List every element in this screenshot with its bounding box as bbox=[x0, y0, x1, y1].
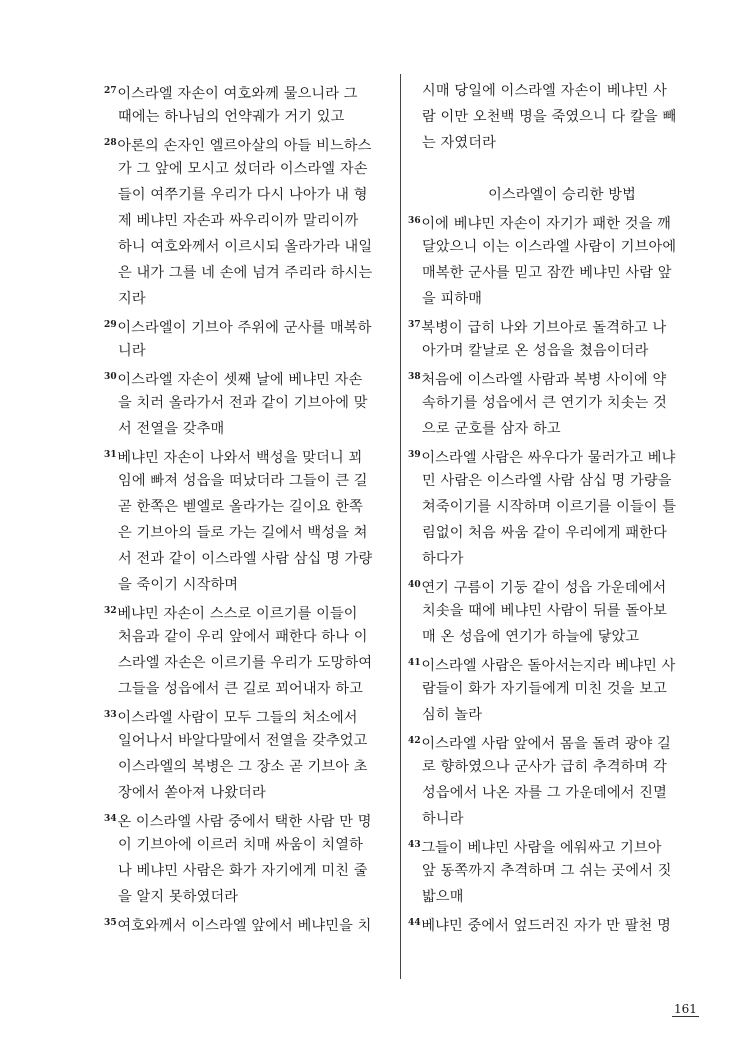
verse-number: 38 bbox=[408, 372, 421, 382]
text-line: 앞 동쪽까지 추격하며 그 쉬는 곳에서 짓 bbox=[422, 863, 672, 879]
text-line: 때에는 하나님의 언약궤가 거기 있고 bbox=[118, 109, 345, 125]
text-line: 을 죽이기 시작하며 bbox=[118, 577, 239, 593]
verse-start-line bbox=[104, 442, 392, 468]
verse-text: 그들이 베냐민 사람을 에워싸고 기브아 bbox=[421, 840, 662, 856]
verse-number: 37 bbox=[408, 320, 421, 330]
verse-text: 이스라엘 자손이 여호와께 물으니라 그 bbox=[117, 86, 358, 102]
verse-start-line bbox=[408, 364, 696, 390]
verse-number: 44 bbox=[408, 918, 421, 928]
verse-text: 이에 베냐민 자손이 자기가 패한 것을 깨 bbox=[421, 216, 671, 232]
text-line: 나 베냐민 사람은 화가 자기에게 미친 줄 bbox=[118, 863, 368, 879]
text-line: 치솟을 때에 베냐민 사람이 뒤를 돌아보 bbox=[422, 603, 667, 619]
text-line: 을 치러 올라가서 전과 같이 기브아에 맞 bbox=[118, 395, 368, 411]
verse-text: 여호와께서 이스라엘 앞에서 베냐민을 치 bbox=[117, 918, 372, 934]
text-line: 성읍에서 나온 자를 그 가운데에서 진멸 bbox=[422, 785, 667, 801]
verse-start-line bbox=[408, 312, 696, 338]
text-line: 시매 당일에 이스라엘 자손이 베냐민 사 bbox=[422, 83, 667, 99]
verse-text: 이스라엘 자손이 셋째 날에 베냐민 자손 bbox=[117, 372, 363, 388]
text-line: 지라 bbox=[118, 291, 146, 307]
text-line: 장에서 쏟아져 나왔더라 bbox=[118, 785, 266, 801]
text-line: 제 베냐민 자손과 싸우리이까 말리이까 bbox=[118, 213, 359, 229]
verse-start-line bbox=[104, 130, 392, 156]
verse-number: 40 bbox=[408, 580, 421, 590]
verse-text: 베냐민 중에서 엎드러진 자가 만 팔천 명 bbox=[421, 918, 671, 934]
text-line: 곧 한쪽은 벧엘로 올라가는 길이요 한쪽 bbox=[118, 499, 363, 515]
verse-text: 연기 구름이 기둥 같이 성읍 가운데에서 bbox=[421, 580, 667, 596]
verse-start-line bbox=[104, 702, 392, 728]
text-line: 이스라엘의 복병은 그 장소 곧 기브아 초 bbox=[118, 759, 368, 775]
verse-text: 온 이스라엘 사람 중에서 택한 사람 만 명 bbox=[117, 814, 372, 830]
verse-number: 30 bbox=[104, 372, 117, 382]
blank-line bbox=[408, 156, 696, 182]
text-line: 매복한 군사를 믿고 잠깐 베냐민 사람 앞 bbox=[422, 265, 672, 281]
text-line: 니라 bbox=[118, 343, 146, 359]
verse-number: 27 bbox=[104, 86, 117, 96]
text-line: 람 이만 오천백 명을 죽였으니 다 칼을 빼 bbox=[422, 109, 677, 125]
verse-start-line bbox=[408, 650, 696, 676]
verse-text: 베냐민 자손이 스스로 이르기를 이들이 bbox=[117, 606, 358, 622]
text-line: 서 전과 같이 이스라엘 사람 삼십 명 가량 bbox=[118, 551, 373, 567]
verse-start-line bbox=[104, 312, 392, 338]
text-line: 은 내가 그를 네 손에 넘겨 주리라 하시는 bbox=[118, 265, 373, 281]
text-line: 는 자였더라 bbox=[422, 135, 496, 151]
verse-start-line bbox=[408, 910, 696, 936]
text-line: 을 피하매 bbox=[422, 291, 483, 307]
verse-number: 43 bbox=[408, 840, 421, 850]
verse-text: 이스라엘 사람은 돌아서는지라 베냐민 사 bbox=[421, 658, 676, 674]
verse-text: 처음에 이스라엘 사람과 복병 사이에 약 bbox=[421, 372, 667, 388]
text-line: 쳐죽이기를 시작하며 이르기를 이들이 틀 bbox=[422, 499, 677, 515]
text-line: 람들이 화가 자기들에게 미친 것을 보고 bbox=[422, 681, 667, 697]
text-line: 매 온 성읍에 연기가 하늘에 닿았고 bbox=[422, 629, 640, 645]
text-line: 심히 놀라 bbox=[422, 707, 483, 723]
verse-number: 41 bbox=[408, 658, 421, 668]
verse-number: 29 bbox=[104, 320, 117, 330]
verse-number: 34 bbox=[104, 814, 117, 824]
verse-number: 31 bbox=[104, 450, 117, 460]
verse-start-line bbox=[104, 806, 392, 832]
verse-start-line bbox=[104, 910, 392, 936]
text-line: 하니 여호와께서 이르시되 올라가라 내일 bbox=[118, 239, 373, 255]
text-line: 일어나서 바알다말에서 전열을 갖추었고 bbox=[118, 733, 368, 749]
text-line: 가 그 앞에 모시고 섰더라 이스라엘 자손 bbox=[118, 161, 368, 177]
verse-number: 28 bbox=[104, 138, 117, 148]
text-line: 임에 빠져 성읍을 떠났더라 그들이 큰 길 bbox=[118, 473, 368, 489]
verse-text: 아론의 손자인 엘르아살의 아들 비느하스 bbox=[117, 138, 372, 154]
verse-text: 이스라엘 사람이 모두 그들의 처소에서 bbox=[117, 710, 358, 726]
left-column bbox=[104, 78, 392, 936]
text-line: 하다가 bbox=[422, 551, 464, 567]
text-line: 달았으니 이는 이스라엘 사람이 기브아에 bbox=[422, 239, 677, 255]
section-heading: 이스라엘이 승리한 방법 bbox=[488, 187, 636, 203]
text-line: 로 향하였으나 군사가 급히 추격하며 각 bbox=[422, 759, 667, 775]
text-line: 은 기브아의 들로 가는 길에서 백성을 쳐 bbox=[118, 525, 368, 541]
verse-number: 39 bbox=[408, 450, 421, 460]
text-line: 밟으매 bbox=[422, 889, 464, 905]
verse-start-line bbox=[408, 572, 696, 598]
text-line: 림없이 처음 싸움 같이 우리에게 패한다 bbox=[422, 525, 667, 541]
verse-text: 이스라엘 사람은 싸우다가 물러가고 베냐 bbox=[421, 450, 676, 466]
verse-start-line bbox=[104, 598, 392, 624]
text-line: 으로 군호를 삼자 하고 bbox=[422, 421, 561, 437]
right-column bbox=[408, 78, 696, 936]
verse-text: 베냐민 자손이 나와서 백성을 맞더니 꾀 bbox=[117, 450, 363, 466]
verse-text: 이스라엘 사람 앞에서 몸을 돌려 광야 길 bbox=[421, 736, 671, 752]
text-line: 들이 여쭈기를 우리가 다시 나아가 내 형 bbox=[118, 187, 368, 203]
verse-number: 35 bbox=[104, 918, 117, 928]
verse-start-line bbox=[408, 728, 696, 754]
text-line: 을 알지 못하였더라 bbox=[118, 889, 239, 905]
text-line: 이 기브아에 이르러 치매 싸움이 치열하 bbox=[118, 837, 363, 853]
verse-text: 복병이 급히 나와 기브아로 돌격하고 나 bbox=[421, 320, 667, 336]
column-divider bbox=[400, 74, 401, 979]
text-line: 하니라 bbox=[422, 811, 464, 827]
verse-number: 33 bbox=[104, 710, 117, 720]
verse-start-line bbox=[104, 364, 392, 390]
text-line: 서 전열을 갖추매 bbox=[118, 421, 225, 437]
text-line: 아가며 칼날로 온 성읍을 쳤음이더라 bbox=[422, 343, 649, 359]
verse-start-line bbox=[104, 78, 392, 104]
text-line: 처음과 같이 우리 앞에서 패한다 하나 이 bbox=[118, 629, 368, 645]
text-line: 민 사람은 이스라엘 사람 삼십 명 가량을 bbox=[422, 473, 672, 489]
verse-text: 이스라엘이 기브아 주위에 군사를 매복하 bbox=[117, 320, 372, 336]
text-line: 스라엘 자손은 이르기를 우리가 도망하여 bbox=[118, 655, 373, 671]
verse-number: 36 bbox=[408, 216, 421, 226]
verse-number: 32 bbox=[104, 606, 117, 616]
verse-start-line bbox=[408, 442, 696, 468]
verse-number: 42 bbox=[408, 736, 421, 746]
verse-start-line bbox=[408, 208, 696, 234]
text-line: 속하기를 성읍에서 큰 연기가 치솟는 것 bbox=[422, 395, 667, 411]
text-line: 그들을 성읍에서 큰 길로 꾀어내자 하고 bbox=[118, 681, 363, 697]
verse-start-line bbox=[408, 832, 696, 858]
page-number: 161 bbox=[674, 1002, 697, 1016]
